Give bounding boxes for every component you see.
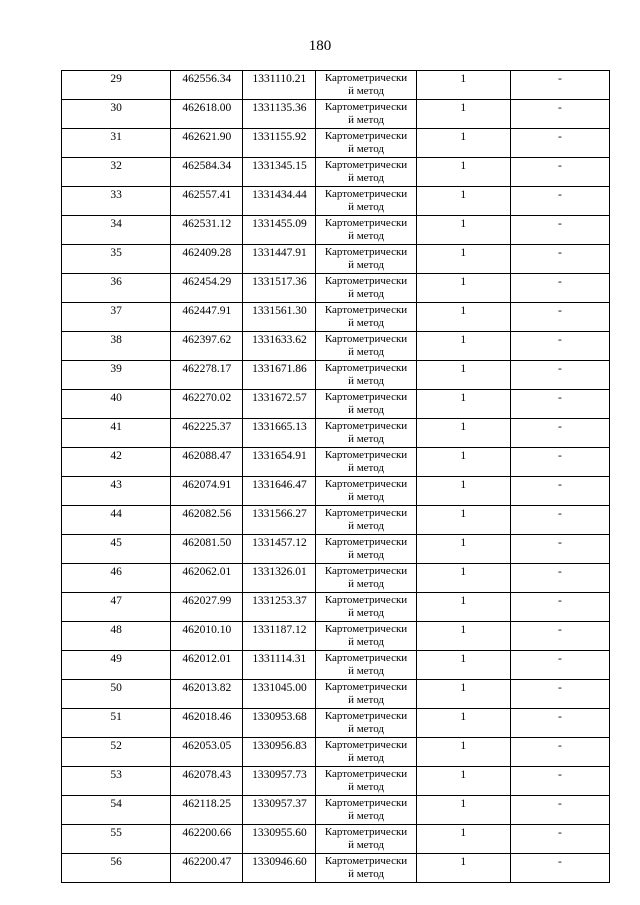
description-cell: - [510, 564, 609, 593]
method-line-2: й метод [348, 113, 384, 126]
point-number-cell: 51 [62, 709, 171, 738]
accuracy-cell: 1 [416, 245, 510, 274]
x-coordinate-cell: 462018.46 [171, 709, 243, 738]
method-line-2: й метод [348, 722, 384, 735]
y-coordinate-cell: 1331646.47 [243, 477, 316, 506]
point-number-cell: 47 [62, 593, 171, 622]
point-number-cell: 29 [62, 71, 171, 100]
x-coordinate-cell: 462012.01 [171, 651, 243, 680]
method-line-2: й метод [348, 345, 384, 358]
point-number-cell: 52 [62, 738, 171, 767]
table-row [62, 361, 610, 390]
method-cell [316, 216, 416, 245]
description-cell: - [510, 303, 609, 332]
y-coordinate-cell: 1330957.37 [243, 796, 316, 825]
method-line-2: й метод [348, 316, 384, 329]
method-line-2: й метод [348, 838, 384, 851]
description-cell: - [510, 825, 609, 854]
method-line-1: Картометрически [324, 681, 408, 693]
table-row [62, 216, 610, 245]
y-coordinate-cell: 1330956.83 [243, 738, 316, 767]
method-line-2: й метод [348, 635, 384, 648]
table-row [62, 274, 610, 303]
description-cell: - [510, 622, 609, 651]
description-cell: - [510, 796, 609, 825]
table-row [62, 129, 610, 158]
method-line-1: Картометрически [324, 188, 408, 200]
point-number-cell: 34 [62, 216, 171, 245]
table-row [62, 506, 610, 535]
accuracy-cell: 1 [416, 361, 510, 390]
method-cell [316, 332, 416, 361]
point-number-cell: 55 [62, 825, 171, 854]
method-cell [316, 535, 416, 564]
method-cell [316, 680, 416, 709]
x-coordinate-cell: 462010.10 [171, 622, 243, 651]
accuracy-cell: 1 [416, 71, 510, 100]
description-cell: - [510, 274, 609, 303]
method-line-2: й метод [348, 490, 384, 503]
method-line-2: й метод [348, 519, 384, 532]
method-line-1: Картометрически [324, 449, 408, 461]
method-line-1: Картометрически [324, 101, 408, 113]
accuracy-cell: 1 [416, 332, 510, 361]
x-coordinate-cell: 462074.91 [171, 477, 243, 506]
method-cell [316, 361, 416, 390]
accuracy-cell: 1 [416, 825, 510, 854]
method-line-2: й метод [348, 374, 384, 387]
description-cell: - [510, 390, 609, 419]
y-coordinate-cell: 1331672.57 [243, 390, 316, 419]
table-row [62, 448, 610, 477]
table-row [62, 680, 610, 709]
table-row [62, 100, 610, 129]
point-number-cell: 31 [62, 129, 171, 158]
method-cell [316, 738, 416, 767]
table-row [62, 825, 610, 854]
description-cell: - [510, 767, 609, 796]
method-line-1: Картометрически [324, 768, 408, 780]
accuracy-cell: 1 [416, 767, 510, 796]
accuracy-cell: 1 [416, 709, 510, 738]
method-line-1: Картометрически [324, 246, 408, 258]
accuracy-cell: 1 [416, 564, 510, 593]
method-line-2: й метод [348, 142, 384, 155]
accuracy-cell: 1 [416, 419, 510, 448]
method-line-1: Картометрически [324, 217, 408, 229]
point-number-cell: 40 [62, 390, 171, 419]
x-coordinate-cell: 462053.05 [171, 738, 243, 767]
method-line-1: Картометрически [324, 739, 408, 751]
description-cell: - [510, 187, 609, 216]
y-coordinate-cell: 1330955.60 [243, 825, 316, 854]
method-cell [316, 564, 416, 593]
point-number-cell: 44 [62, 506, 171, 535]
y-coordinate-cell: 1331114.31 [243, 651, 316, 680]
method-cell [316, 245, 416, 274]
table-row [62, 303, 610, 332]
method-line-1: Картометрически [324, 652, 408, 664]
description-cell: - [510, 506, 609, 535]
table-row [62, 419, 610, 448]
accuracy-cell: 1 [416, 448, 510, 477]
method-line-2: й метод [348, 548, 384, 561]
table-row [62, 71, 610, 100]
method-cell [316, 477, 416, 506]
point-number-cell: 30 [62, 100, 171, 129]
method-line-1: Картометрически [324, 855, 408, 867]
y-coordinate-cell: 1331187.12 [243, 622, 316, 651]
table-row [62, 593, 610, 622]
y-coordinate-cell: 1331455.09 [243, 216, 316, 245]
y-coordinate-cell: 1331345.15 [243, 158, 316, 187]
x-coordinate-cell: 462557.41 [171, 187, 243, 216]
accuracy-cell: 1 [416, 158, 510, 187]
method-cell [316, 767, 416, 796]
accuracy-cell: 1 [416, 390, 510, 419]
x-coordinate-cell: 462082.56 [171, 506, 243, 535]
x-coordinate-cell: 462618.00 [171, 100, 243, 129]
method-cell [316, 506, 416, 535]
accuracy-cell: 1 [416, 535, 510, 564]
method-line-2: й метод [348, 577, 384, 590]
y-coordinate-cell: 1331665.13 [243, 419, 316, 448]
y-coordinate-cell: 1331654.91 [243, 448, 316, 477]
method-line-2: й метод [348, 229, 384, 242]
y-coordinate-cell: 1331155.92 [243, 129, 316, 158]
accuracy-cell: 1 [416, 216, 510, 245]
description-cell: - [510, 854, 609, 883]
method-line-1: Картометрически [324, 391, 408, 403]
method-cell [316, 419, 416, 448]
table-row [62, 767, 610, 796]
method-line-1: Картометрически [324, 623, 408, 635]
table-row [62, 158, 610, 187]
y-coordinate-cell: 1331517.36 [243, 274, 316, 303]
accuracy-cell: 1 [416, 303, 510, 332]
coordinates-table [61, 70, 610, 883]
method-line-2: й метод [348, 403, 384, 416]
x-coordinate-cell: 462200.47 [171, 854, 243, 883]
method-line-1: Картометрически [324, 710, 408, 722]
x-coordinate-cell: 462088.47 [171, 448, 243, 477]
description-cell: - [510, 593, 609, 622]
method-cell [316, 825, 416, 854]
method-line-2: й метод [348, 171, 384, 184]
point-number-cell: 50 [62, 680, 171, 709]
method-cell [316, 158, 416, 187]
x-coordinate-cell: 462556.34 [171, 71, 243, 100]
point-number-cell: 38 [62, 332, 171, 361]
table-row [62, 709, 610, 738]
accuracy-cell: 1 [416, 274, 510, 303]
method-line-1: Картометрически [324, 130, 408, 142]
point-number-cell: 36 [62, 274, 171, 303]
description-cell: - [510, 245, 609, 274]
y-coordinate-cell: 1331457.12 [243, 535, 316, 564]
method-cell [316, 709, 416, 738]
accuracy-cell: 1 [416, 477, 510, 506]
x-coordinate-cell: 462278.17 [171, 361, 243, 390]
method-cell [316, 274, 416, 303]
y-coordinate-cell: 1331434.44 [243, 187, 316, 216]
x-coordinate-cell: 462200.66 [171, 825, 243, 854]
accuracy-cell: 1 [416, 854, 510, 883]
y-coordinate-cell: 1331110.21 [243, 71, 316, 100]
table-row [62, 564, 610, 593]
point-number-cell: 45 [62, 535, 171, 564]
x-coordinate-cell: 462062.01 [171, 564, 243, 593]
method-line-1: Картометрически [324, 826, 408, 838]
point-number-cell: 33 [62, 187, 171, 216]
x-coordinate-cell: 462118.25 [171, 796, 243, 825]
x-coordinate-cell: 462531.12 [171, 216, 243, 245]
x-coordinate-cell: 462225.37 [171, 419, 243, 448]
x-coordinate-cell: 462081.50 [171, 535, 243, 564]
description-cell: - [510, 129, 609, 158]
accuracy-cell: 1 [416, 187, 510, 216]
point-number-cell: 49 [62, 651, 171, 680]
point-number-cell: 48 [62, 622, 171, 651]
method-cell [316, 854, 416, 883]
y-coordinate-cell: 1331326.01 [243, 564, 316, 593]
description-cell: - [510, 448, 609, 477]
description-cell: - [510, 651, 609, 680]
description-cell: - [510, 216, 609, 245]
table-row [62, 738, 610, 767]
method-line-1: Картометрически [324, 72, 408, 84]
description-cell: - [510, 158, 609, 187]
method-line-2: й метод [348, 751, 384, 764]
table-row [62, 332, 610, 361]
point-number-cell: 53 [62, 767, 171, 796]
x-coordinate-cell: 462584.34 [171, 158, 243, 187]
method-line-2: й метод [348, 606, 384, 619]
method-line-2: й метод [348, 200, 384, 213]
table-row [62, 622, 610, 651]
method-cell [316, 448, 416, 477]
description-cell: - [510, 477, 609, 506]
description-cell: - [510, 709, 609, 738]
accuracy-cell: 1 [416, 100, 510, 129]
x-coordinate-cell: 462621.90 [171, 129, 243, 158]
point-number-cell: 35 [62, 245, 171, 274]
x-coordinate-cell: 462447.91 [171, 303, 243, 332]
table-row [62, 651, 610, 680]
method-cell [316, 303, 416, 332]
method-line-1: Картометрически [324, 420, 408, 432]
method-line-1: Картометрически [324, 275, 408, 287]
point-number-cell: 42 [62, 448, 171, 477]
point-number-cell: 37 [62, 303, 171, 332]
accuracy-cell: 1 [416, 738, 510, 767]
point-number-cell: 32 [62, 158, 171, 187]
x-coordinate-cell: 462270.02 [171, 390, 243, 419]
method-line-2: й метод [348, 867, 384, 880]
accuracy-cell: 1 [416, 796, 510, 825]
method-line-2: й метод [348, 461, 384, 474]
description-cell: - [510, 100, 609, 129]
y-coordinate-cell: 1331135.36 [243, 100, 316, 129]
method-line-1: Картометрически [324, 536, 408, 548]
description-cell: - [510, 419, 609, 448]
table-row [62, 796, 610, 825]
method-line-2: й метод [348, 84, 384, 97]
description-cell: - [510, 332, 609, 361]
method-line-1: Картометрически [324, 478, 408, 490]
accuracy-cell: 1 [416, 622, 510, 651]
table-row [62, 187, 610, 216]
coordinates-table-body [62, 71, 610, 883]
method-cell [316, 129, 416, 158]
y-coordinate-cell: 1330953.68 [243, 709, 316, 738]
point-number-cell: 43 [62, 477, 171, 506]
table-row [62, 390, 610, 419]
method-cell [316, 622, 416, 651]
method-line-2: й метод [348, 693, 384, 706]
method-cell [316, 390, 416, 419]
method-line-1: Картометрически [324, 507, 408, 519]
method-line-1: Картометрически [324, 594, 408, 606]
y-coordinate-cell: 1331253.37 [243, 593, 316, 622]
y-coordinate-cell: 1331045.00 [243, 680, 316, 709]
method-cell [316, 593, 416, 622]
method-line-2: й метод [348, 432, 384, 445]
accuracy-cell: 1 [416, 680, 510, 709]
y-coordinate-cell: 1331561.30 [243, 303, 316, 332]
y-coordinate-cell: 1330946.60 [243, 854, 316, 883]
point-number-cell: 39 [62, 361, 171, 390]
x-coordinate-cell: 462078.43 [171, 767, 243, 796]
method-line-1: Картометрически [324, 159, 408, 171]
method-cell [316, 796, 416, 825]
method-cell [316, 651, 416, 680]
x-coordinate-cell: 462013.82 [171, 680, 243, 709]
table-row [62, 245, 610, 274]
accuracy-cell: 1 [416, 593, 510, 622]
method-line-2: й метод [348, 287, 384, 300]
method-cell [316, 71, 416, 100]
description-cell: - [510, 361, 609, 390]
method-line-1: Картометрически [324, 797, 408, 809]
point-number-cell: 46 [62, 564, 171, 593]
x-coordinate-cell: 462397.62 [171, 332, 243, 361]
table-row [62, 854, 610, 883]
accuracy-cell: 1 [416, 651, 510, 680]
method-line-2: й метод [348, 809, 384, 822]
description-cell: - [510, 738, 609, 767]
accuracy-cell: 1 [416, 506, 510, 535]
method-line-1: Картометрически [324, 304, 408, 316]
y-coordinate-cell: 1330957.73 [243, 767, 316, 796]
method-cell [316, 100, 416, 129]
table-row [62, 535, 610, 564]
description-cell: - [510, 535, 609, 564]
y-coordinate-cell: 1331671.86 [243, 361, 316, 390]
page-number: 180 [308, 38, 332, 54]
x-coordinate-cell: 462409.28 [171, 245, 243, 274]
description-cell: - [510, 71, 609, 100]
table-row [62, 477, 610, 506]
description-cell: - [510, 680, 609, 709]
method-line-1: Картометрически [324, 362, 408, 374]
method-line-1: Картометрически [324, 565, 408, 577]
accuracy-cell: 1 [416, 129, 510, 158]
method-cell [316, 187, 416, 216]
point-number-cell: 41 [62, 419, 171, 448]
method-line-1: Картометрически [324, 333, 408, 345]
method-line-2: й метод [348, 258, 384, 271]
point-number-cell: 54 [62, 796, 171, 825]
x-coordinate-cell: 462027.99 [171, 593, 243, 622]
y-coordinate-cell: 1331633.62 [243, 332, 316, 361]
x-coordinate-cell: 462454.29 [171, 274, 243, 303]
y-coordinate-cell: 1331566.27 [243, 506, 316, 535]
method-line-2: й метод [348, 664, 384, 677]
y-coordinate-cell: 1331447.91 [243, 245, 316, 274]
method-line-2: й метод [348, 780, 384, 793]
point-number-cell: 56 [62, 854, 171, 883]
